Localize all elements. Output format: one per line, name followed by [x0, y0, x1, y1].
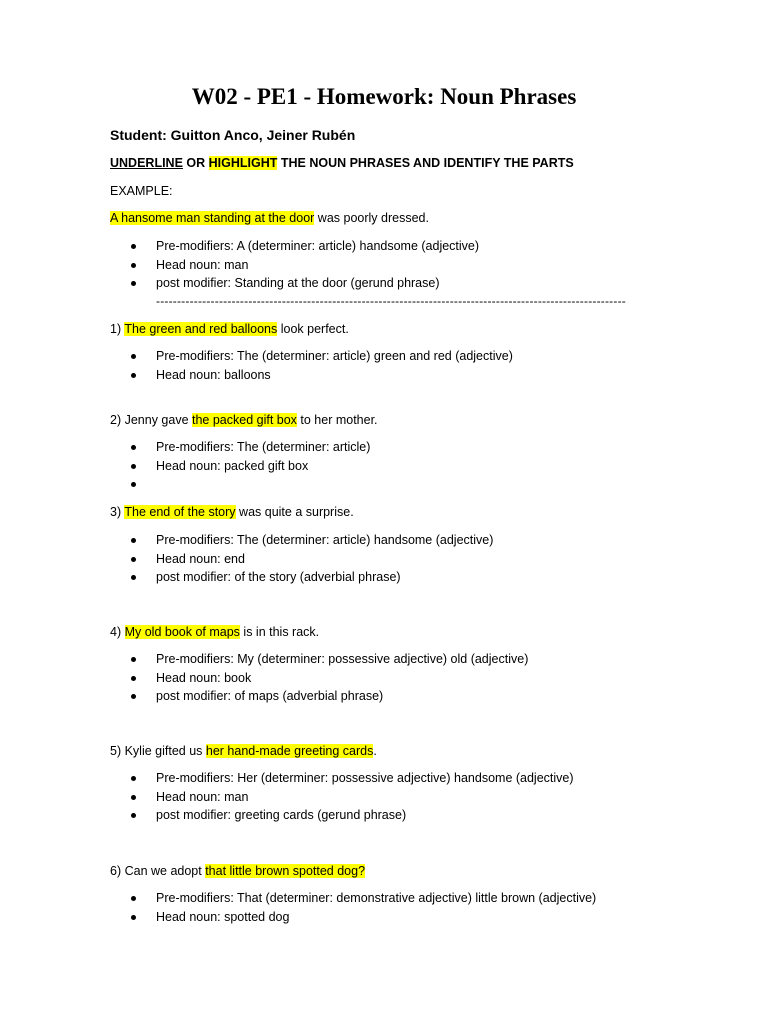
bullet-item: Head noun: end [110, 550, 493, 569]
bullet-item: post modifier: of maps (adverbial phrase) [110, 687, 528, 706]
sentence-after: was poorly dressed. [314, 211, 429, 225]
page-title: W02 - PE1 - Homework: Noun Phrases [191, 84, 577, 109]
noun-phrase-highlight: My old book of maps [124, 625, 240, 639]
sentence-5: 5) Kylie gifted us her hand-made greeting cards. [110, 744, 377, 758]
bullet-dot [131, 776, 136, 781]
instruction-underline-word: UNDERLINE [110, 156, 183, 170]
bullet-item: Head noun: spotted dog [110, 908, 596, 927]
bullet-list-6 [110, 889, 596, 926]
bullet-item: Pre-modifiers: The (determiner: article) green and red (adjective) [110, 347, 513, 366]
bullet-item: Pre-modifiers: Her (determiner: possessive adjective) handsome (adjective) [110, 769, 574, 788]
noun-phrase-highlight: A hansome man standing at the door [110, 211, 315, 225]
instruction-highlight-word: HIGHLIGHT [208, 156, 278, 170]
bullet-dot [131, 464, 136, 469]
bullet-list-2 [110, 438, 370, 494]
instruction-rest: THE NOUN PHRASES AND IDENTIFY THE PARTS [277, 156, 574, 170]
sentence-6: 6) Can we adopt that little brown spotted dog? [110, 864, 366, 878]
bullet-item: Pre-modifiers: The (determiner: article) handsome (adjective) [110, 531, 493, 550]
noun-phrase-highlight: her hand-made greeting cards [205, 744, 374, 758]
bullet-dot [131, 557, 136, 562]
sentence-1: 1) The green and red balloons look perfect. [110, 322, 349, 336]
bullet-dot [131, 281, 136, 286]
bullet-dot [131, 263, 136, 268]
bullet-dot [131, 482, 136, 487]
bullet-item: post modifier: Standing at the door (gerund phrase) [110, 274, 479, 293]
instruction-or: OR [182, 156, 209, 170]
sentence-4: 4) My old book of maps is in this rack. [110, 625, 320, 639]
bullet-item: Pre-modifiers: That (determiner: demonstrative adjective) little brown (adjective) [110, 889, 596, 908]
bullet-item: Head noun: man [110, 788, 574, 807]
bullet-item: Head noun: man [110, 256, 479, 275]
bullet-item: Pre-modifiers: The (determiner: article) [110, 438, 370, 457]
bullet-dot [131, 445, 136, 450]
bullet-dot [131, 795, 136, 800]
sentence-3: 3) The end of the story was quite a surprise. [110, 505, 354, 519]
noun-phrase-highlight: the packed gift box [192, 413, 297, 427]
bullet-list-5 [110, 769, 574, 825]
bullet-dot [131, 896, 136, 901]
example-bullet-list [110, 237, 479, 293]
bullet-item: Head noun: packed gift box [110, 457, 370, 476]
bullet-item: post modifier: greeting cards (gerund phrase) [110, 806, 574, 825]
bullet-dot [131, 676, 136, 681]
noun-phrase-highlight: The green and red balloons [124, 322, 278, 336]
bullet-list-1 [110, 347, 513, 384]
bullet-dot [131, 244, 136, 249]
bullet-item: Head noun: balloons [110, 366, 513, 385]
bullet-dot [131, 657, 136, 662]
bullet-list-3 [110, 531, 493, 587]
sentence-2: 2) Jenny gave the packed gift box to her mother. [110, 413, 378, 427]
example-sentence [110, 211, 429, 225]
bullet-dot [131, 575, 136, 580]
bullet-list-4 [110, 650, 528, 706]
bullet-item [110, 475, 370, 494]
bullet-item: Head noun: book [110, 669, 528, 688]
bullet-dot [131, 373, 136, 378]
bullet-dot [131, 694, 136, 699]
bullet-dot [131, 813, 136, 818]
bullet-dot [131, 915, 136, 920]
bullet-dot [131, 354, 136, 359]
instruction-line [110, 156, 574, 170]
separator-line: ---------------------------------------------------------------------------------------------------------------- [156, 294, 626, 308]
noun-phrase-highlight: The end of the story [124, 505, 236, 519]
bullet-item: Pre-modifiers: My (determiner: possessive adjective) old (adjective) [110, 650, 528, 669]
student-name: Student: Guitton Anco, Jeiner Rubén [110, 127, 356, 143]
example-label: EXAMPLE: [110, 184, 173, 198]
noun-phrase-highlight: that little brown spotted dog? [205, 864, 366, 878]
bullet-dot [131, 538, 136, 543]
bullet-item: Pre-modifiers: A (determiner: article) handsome (adjective) [110, 237, 479, 256]
bullet-item: post modifier: of the story (adverbial phrase) [110, 568, 493, 587]
